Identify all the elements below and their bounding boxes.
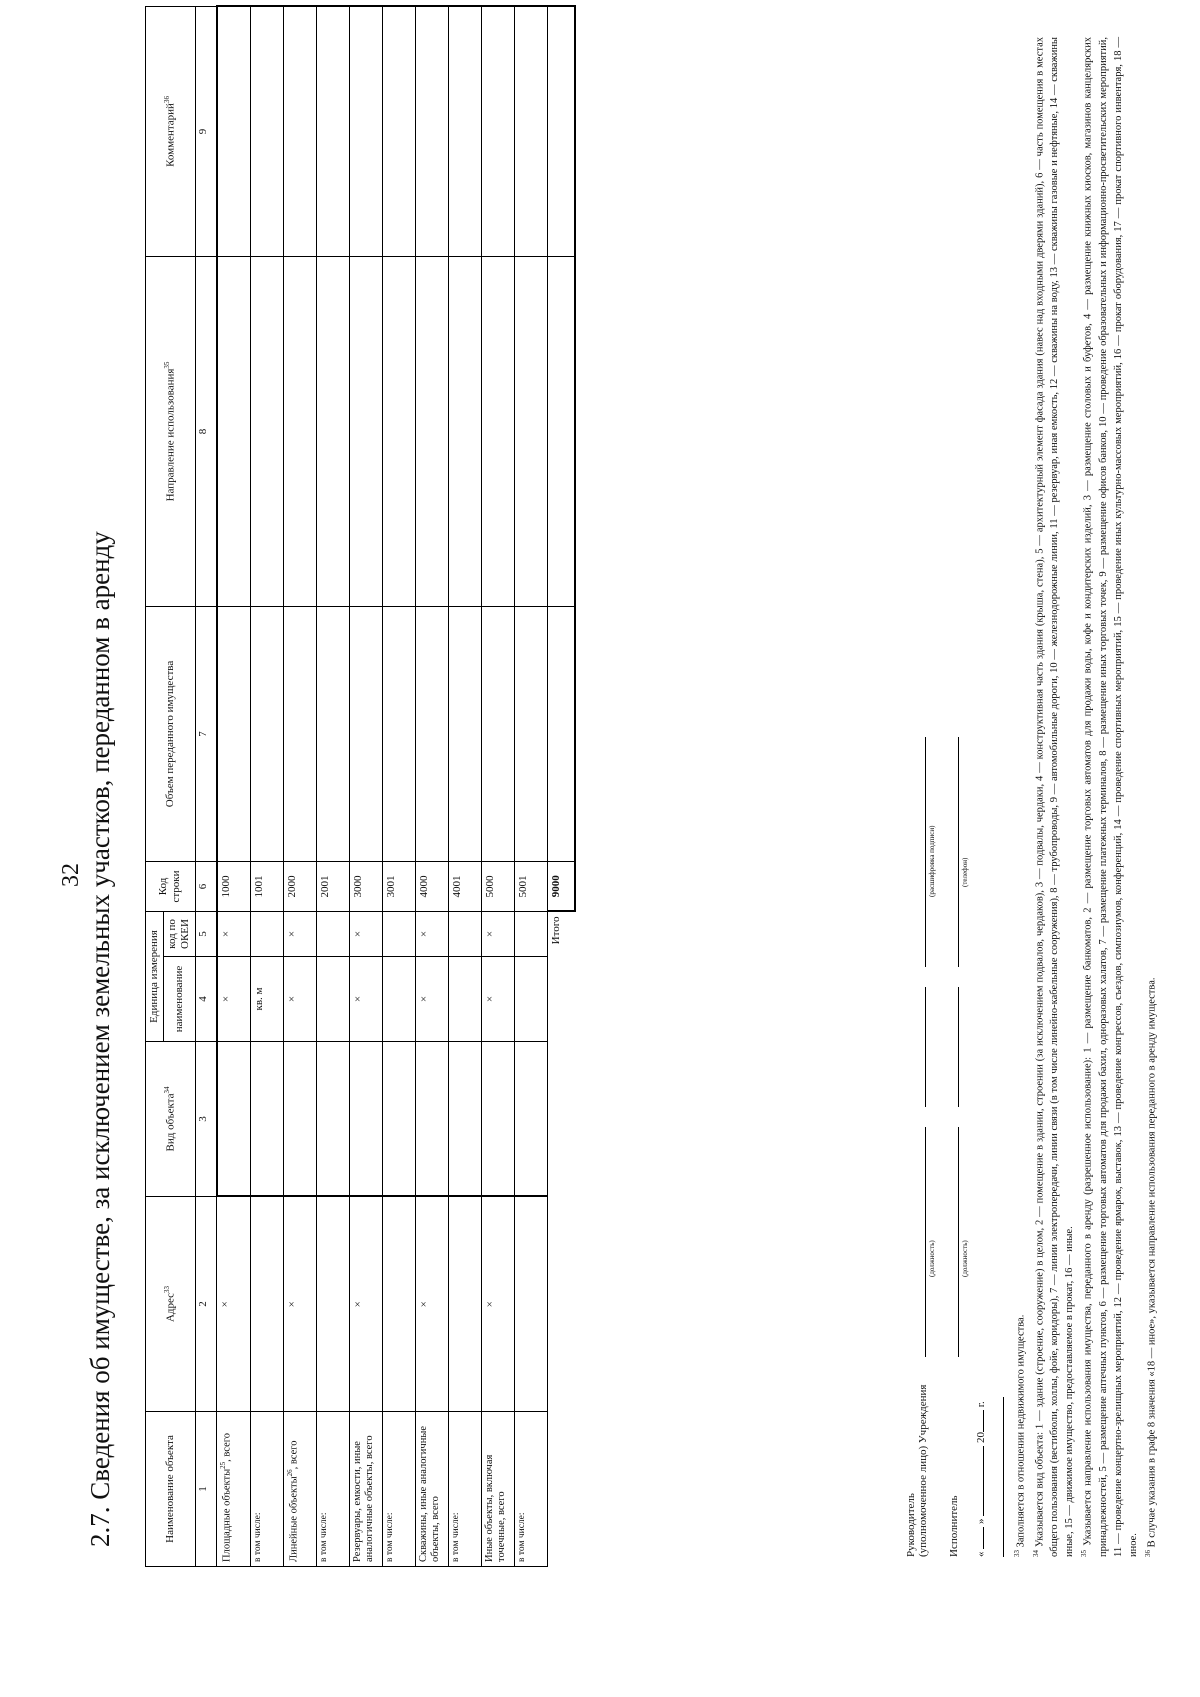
header-unit-okei: код по ОКЕИ [164, 911, 195, 956]
direction-cell[interactable] [250, 256, 283, 606]
kind-cell[interactable] [349, 1042, 382, 1197]
unit-name-cell: × [349, 957, 382, 1042]
comment-cell[interactable] [481, 6, 514, 256]
header-unit: Единица измерения [146, 911, 164, 1041]
row-code: 2001 [316, 861, 349, 911]
total-spacer [547, 1197, 575, 1412]
row-code: 3001 [382, 861, 415, 911]
direction-cell[interactable] [448, 256, 481, 606]
row-code: 4001 [448, 861, 481, 911]
address-cell: × [481, 1197, 514, 1412]
table-row [514, 6, 547, 1566]
column-number: 8 [195, 256, 217, 606]
row-name: в том числе: [448, 1412, 481, 1567]
column-number: 3 [195, 1042, 217, 1197]
header-unit-name: наименование [164, 957, 195, 1042]
okei-cell: × [349, 911, 382, 956]
row-code: 2000 [283, 861, 316, 911]
header-address: Адрес$^{33}$ [146, 1197, 196, 1412]
date-field [975, 1401, 987, 1557]
total-direction-cell[interactable] [547, 256, 575, 606]
total-label: Итого [549, 916, 562, 945]
row-code: 5000 [481, 861, 514, 911]
comment-cell[interactable] [349, 6, 382, 256]
executor-name-line[interactable] [958, 987, 959, 1107]
footnote: $^{34}$ Указывается вид объекта: 1 — здание (строение, сооружение) в целом, 2 — помещение в здании, строении (за исключением подвалов, чердаков), 3 — подвалы, чердаки, 4 — конструктивная часть здания (крыша, стена), 5 — архитектурный элемент фасада здания (навес над входными дверями зданий), 6 — часть помещения в местах общего пользования (вестибюли, холлы, фойе, коридоры), 7 — линии электропередачи, линии связи (в том числе линейно-кабельные сооружения), 8 — трубопроводы, 9 — автомобильные дороги, 10 — железнодорожные линии, 11 — резервуар, иная емкость, 12 — скважины на воду, 13 — скважины газовые и нефтяные, 14 — скважины иные, 15 — движимое имущество, предоставляемое в прокат, 16 — иные. [1031, 37, 1075, 1557]
rented-property-table [145, 5, 576, 1567]
table-row [283, 6, 316, 1566]
address-cell[interactable] [316, 1197, 349, 1412]
footnote-separator [1003, 1397, 1004, 1557]
column-number: 2 [195, 1197, 217, 1412]
unit-name-cell: × [283, 957, 316, 1042]
kind-cell[interactable] [382, 1042, 415, 1197]
executor-label: Исполнитель [948, 1495, 960, 1557]
header-volume: Объем переданного имущества [146, 606, 196, 861]
table-row [349, 6, 382, 1566]
header-direction: Направление использования$^{35}$ [146, 256, 196, 606]
okei-cell[interactable] [382, 911, 415, 956]
comment-cell[interactable] [415, 6, 448, 256]
kind-cell[interactable] [217, 1042, 251, 1197]
row-code: 3000 [349, 861, 382, 911]
comment-cell[interactable] [217, 6, 251, 256]
comment-cell[interactable] [316, 6, 349, 256]
table-row [316, 6, 349, 1566]
comment-cell[interactable] [382, 6, 415, 256]
address-cell: × [217, 1197, 251, 1412]
volume-cell[interactable] [217, 606, 251, 861]
comment-cell[interactable] [514, 6, 547, 256]
column-number: 6 [195, 861, 217, 911]
total-spacer [547, 1412, 575, 1567]
volume-cell[interactable] [283, 606, 316, 861]
date-year-line[interactable] [983, 1410, 984, 1432]
volume-cell[interactable] [382, 606, 415, 861]
footnote: $^{36}$ В случае указания в графе 8 значения «18 — иное», указывается направление использования переданного в аренду имущества. [1143, 977, 1157, 1557]
comment-cell[interactable] [283, 6, 316, 256]
volume-cell[interactable] [250, 606, 283, 861]
row-code: 1001 [250, 861, 283, 911]
head-signature-label [905, 1385, 929, 1558]
total-spacer [547, 1042, 575, 1197]
row-code: 1000 [217, 861, 251, 911]
kind-cell[interactable] [316, 1042, 349, 1197]
table-row [217, 6, 251, 1566]
head-label-line2: (уполномоченное лицо) Учреждения [917, 1384, 929, 1557]
address-cell: × [283, 1197, 316, 1412]
row-name: Площадные объекты$^{25}$, всего [217, 1412, 251, 1567]
kind-cell[interactable] [514, 1042, 547, 1197]
unit-name-cell[interactable] [316, 957, 349, 1042]
direction-cell[interactable] [349, 256, 382, 606]
unit-name-cell[interactable] [382, 957, 415, 1042]
unit-name-cell: × [481, 957, 514, 1042]
direction-cell[interactable] [316, 256, 349, 606]
unit-name-cell[interactable] [514, 957, 547, 1042]
row-name: Резервуары, емкости, иные аналогичные объекты, всего [349, 1412, 382, 1567]
column-numbers-row [195, 6, 217, 1566]
executor-position-line[interactable] [958, 1127, 959, 1357]
head-decoding-line[interactable] [925, 737, 926, 967]
address-cell[interactable] [448, 1197, 481, 1412]
executor-phone-caption: (телефон) [961, 857, 969, 887]
column-number: 1 [195, 1412, 217, 1567]
date-open-quote: « [975, 1551, 987, 1557]
row-name: Скважины, иные аналогичные объекты, всего [415, 1412, 448, 1567]
column-number: 5 [195, 911, 217, 956]
unit-name-cell: × [415, 957, 448, 1042]
row-name: в том числе: [316, 1412, 349, 1567]
date-year-suffix: г. [975, 1401, 987, 1408]
volume-cell[interactable] [481, 606, 514, 861]
address-cell[interactable] [514, 1197, 547, 1412]
comment-cell[interactable] [448, 6, 481, 256]
head-position-line[interactable] [925, 1127, 926, 1357]
total-volume-cell[interactable] [547, 606, 575, 861]
okei-cell[interactable] [448, 911, 481, 956]
volume-cell[interactable] [415, 606, 448, 861]
okei-cell: × [217, 911, 251, 956]
total-spacer [547, 957, 575, 1042]
okei-cell: × [481, 911, 514, 956]
unit-name-cell: × [217, 957, 251, 1042]
address-cell[interactable] [250, 1197, 283, 1412]
kind-cell[interactable] [415, 1042, 448, 1197]
address-cell: × [349, 1197, 382, 1412]
table-row [382, 6, 415, 1566]
unit-name-cell[interactable] [448, 957, 481, 1042]
kind-cell[interactable] [448, 1042, 481, 1197]
header-comment: Комментарий$^{36}$ [146, 6, 196, 256]
kind-cell[interactable] [283, 1042, 316, 1197]
okei-cell[interactable] [316, 911, 349, 956]
direction-cell[interactable] [283, 256, 316, 606]
row-name: Линейные объекты$^{26}$, всего [283, 1412, 316, 1567]
column-number: 7 [195, 606, 217, 861]
row-name: в том числе: [250, 1412, 283, 1567]
okei-cell[interactable] [514, 911, 547, 956]
total-code: 9000 [547, 861, 575, 911]
unit-name-cell: кв. м [250, 957, 283, 1042]
row-code: 4000 [415, 861, 448, 911]
footnote: $^{35}$ Указывается направление использования имущества, переданного в аренду (разрешенное использование): 1 — размещение банкоматов, 2 — размещение торговых автоматов для продажи воды, кофе и кондитерских изделий, 3 — размещение столовых и буфетов, 4 — размещение книжных киосков, магазинов канцелярских принадлежностей, 5 — размещение аптечных пунктов, 6 — размещение торговых автоматов для продажи бахил, одноразовых халатов, 7 — размещение платежных терминалов, 8 — размещение иных торговых точек, 9 — размещение офисов банков, 10 — проведение образовательных и информационно-просветительских мероприятий, 11 — проведение концертно-зрелищных мероприятий, 12 — проведение ярмарок, выставок, 13 — проведение конгрессов, съездов, симпозиумов, конференций, 14 — проведение спортивных мероприятий, 15 — проведение иных культурно-массовых мероприятий, 16 — прокат оборудования, 17 — прокат спортивного инвентаря, 18 — иное. [1080, 37, 1139, 1557]
page-title: 2.7. Сведения об имуществе, за исключением земельных участков, переданном в аренду [85, 531, 115, 1547]
header-kind: Вид объекта$^{34}$ [146, 1042, 196, 1197]
date-year-prefix: 20 [975, 1432, 987, 1443]
total-comment-cell[interactable] [547, 6, 575, 256]
table-row [250, 6, 283, 1566]
kind-cell[interactable] [250, 1042, 283, 1197]
volume-cell[interactable] [514, 606, 547, 861]
executor-position-caption: (должность) [961, 1240, 969, 1277]
head-signature-line[interactable] [925, 987, 926, 1107]
total-row [547, 6, 575, 1566]
comment-cell[interactable] [250, 6, 283, 256]
date-day-line[interactable] [983, 1527, 984, 1549]
header-code: Код строки [146, 861, 196, 911]
direction-cell[interactable] [382, 256, 415, 606]
footnotes [1010, 37, 1159, 1557]
head-label-line1: Руководитель [905, 1493, 917, 1557]
date-close-quote: » [975, 1518, 987, 1524]
table-row [481, 6, 514, 1566]
head-position-caption: (должность) [928, 1240, 936, 1277]
kind-cell[interactable] [481, 1042, 514, 1197]
volume-cell[interactable] [448, 606, 481, 861]
direction-cell[interactable] [415, 256, 448, 606]
address-cell: × [415, 1197, 448, 1412]
okei-cell: × [283, 911, 316, 956]
table-row [415, 6, 448, 1566]
row-name: Иные объекты, включая точечные, всего [481, 1412, 514, 1567]
direction-cell[interactable] [514, 256, 547, 606]
footnote: $^{33}$ Заполняется в отношении недвижимого имущества. [1013, 1314, 1027, 1557]
volume-cell[interactable] [349, 606, 382, 861]
table-row [448, 6, 481, 1566]
executor-phone-line[interactable] [958, 737, 959, 967]
date-month-line[interactable] [983, 1446, 984, 1516]
head-decoding-caption: (расшифровка подписи) [928, 825, 936, 897]
okei-cell: × [415, 911, 448, 956]
row-name: в том числе: [514, 1412, 547, 1567]
column-number: 4 [195, 957, 217, 1042]
direction-cell[interactable] [481, 256, 514, 606]
row-name: в том числе: [382, 1412, 415, 1567]
header-name: Наименование объекта [146, 1412, 196, 1567]
page-number: 32 [58, 863, 84, 887]
volume-cell[interactable] [316, 606, 349, 861]
direction-cell[interactable] [217, 256, 251, 606]
address-cell[interactable] [382, 1197, 415, 1412]
okei-cell[interactable] [250, 911, 283, 956]
column-number: 9 [195, 6, 217, 256]
row-code: 5001 [514, 861, 547, 911]
